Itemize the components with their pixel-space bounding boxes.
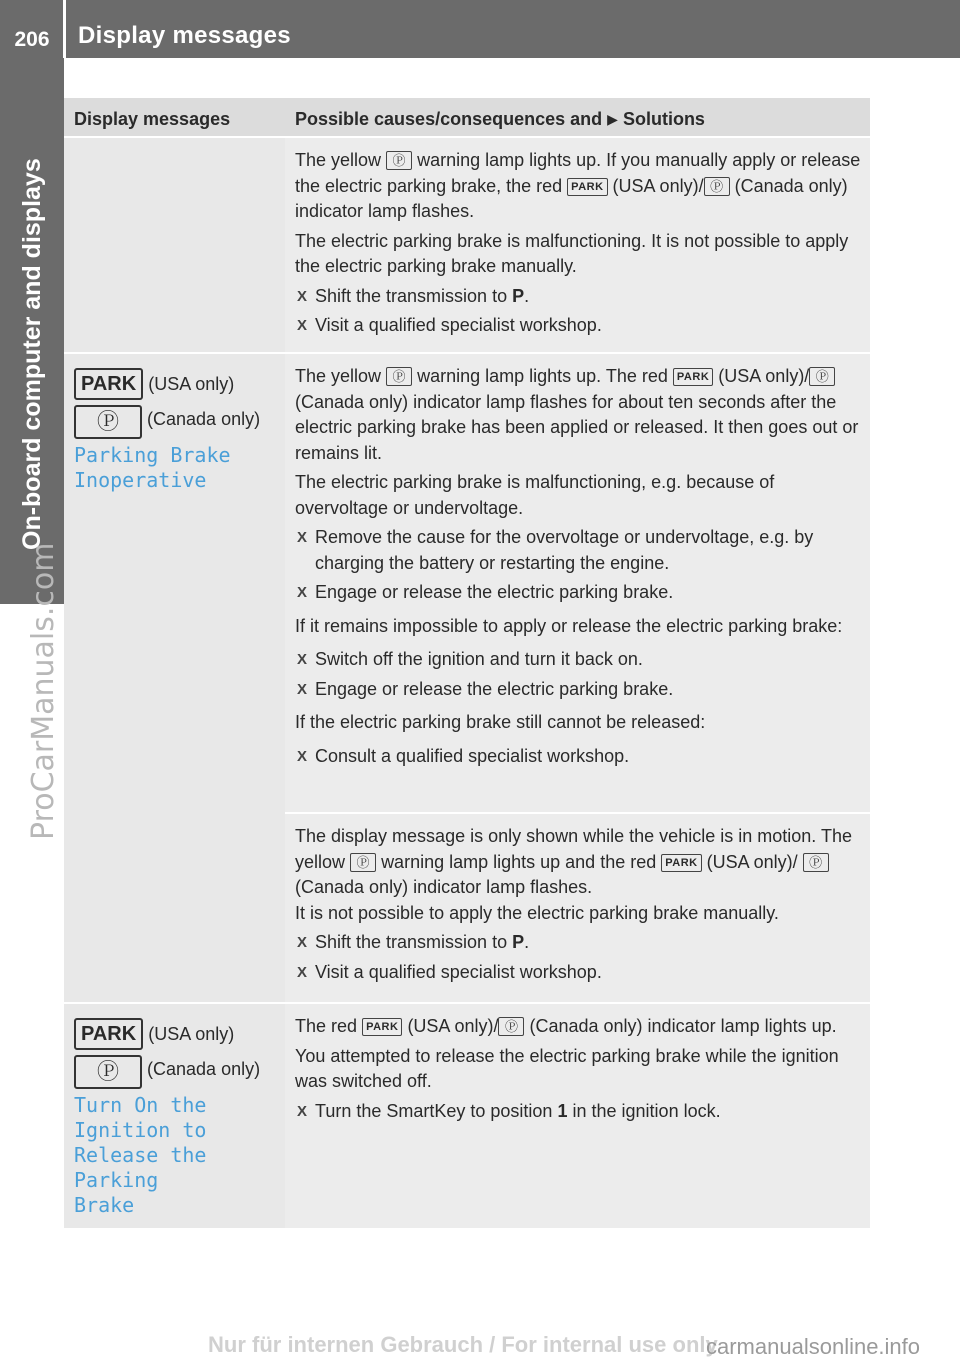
display-message-text: Parking Brake Inoperative bbox=[74, 443, 231, 492]
paragraph: The electric parking brake is malfunctioning. It is not possible to apply the electric parking brake manually. bbox=[295, 230, 849, 276]
paragraph: The red PARK (USA only)/ Ⓟ (Canada only) indicator lamp lights up. bbox=[295, 1016, 837, 1036]
park-lamp-icon: PARK bbox=[362, 1018, 402, 1036]
column-header-messages: Display messages bbox=[74, 109, 231, 129]
causes-header-text: Possible causes/consequences and bbox=[295, 109, 603, 129]
paragraph: The electric parking brake is malfunctioning, e.g. because of overvoltage or undervoltage. bbox=[295, 472, 775, 518]
table-row-group bbox=[64, 354, 870, 1004]
solution-column bbox=[285, 354, 870, 1002]
section-label: On-board computer and displays bbox=[18, 158, 46, 550]
parking-brake-display-icon: Ⓟ bbox=[74, 1055, 142, 1089]
park-lamp-icon: PARK bbox=[673, 368, 713, 386]
parking-brake-display-icon: Ⓟ bbox=[74, 405, 142, 439]
parking-brake-p-icon: Ⓟ bbox=[803, 853, 829, 872]
parking-brake-p-icon: Ⓟ bbox=[386, 367, 412, 386]
solution-cell bbox=[285, 138, 870, 352]
park-display-icon: PARK bbox=[74, 368, 143, 400]
display-symbol-line: Ⓟ (Canada only) bbox=[74, 1054, 279, 1089]
table-header bbox=[64, 98, 870, 138]
park-lamp-icon: PARK bbox=[661, 854, 701, 872]
paragraph: The yellow Ⓟ warning lamp lights up. The red PARK (USA only)/ Ⓟ (Canada only) indicator lamp flashes for about ten seconds after the electric parking brake has been applied or released. It then goes out or remains lit. bbox=[295, 366, 859, 463]
solution-cell bbox=[285, 354, 870, 814]
step-item: X Shift the transmission to P. bbox=[295, 930, 862, 956]
paragraph: If the electric parking brake still cannot be released: bbox=[295, 712, 706, 732]
page-header bbox=[0, 0, 960, 58]
parking-brake-p-icon: Ⓟ bbox=[498, 1017, 524, 1036]
table-row bbox=[64, 1004, 870, 1230]
step-item: X Turn the SmartKey to position 1 in the ignition lock. bbox=[295, 1099, 862, 1125]
park-lamp-icon: PARK bbox=[567, 178, 607, 196]
message-cell bbox=[64, 1004, 285, 1228]
step-item: X Visit a qualified specialist workshop. bbox=[295, 960, 862, 986]
solution-cell bbox=[285, 814, 870, 1002]
paragraph: The yellow Ⓟ warning lamp lights up. If you manually apply or release the electric parking brake, the red PARK (USA only)/ Ⓟ (Canada only) indicator lamp flashes. bbox=[295, 150, 861, 221]
step-item: X Engage or release the electric parking brake. bbox=[295, 677, 862, 703]
side-watermark: ProCarManuals.com bbox=[26, 542, 61, 840]
paragraph: The display message is only shown while the vehicle is in motion. The yellow Ⓟ warning lamp lights up and the red PARK (USA only)/ Ⓟ (Canada only) indicator lamp flashes. bbox=[295, 826, 852, 897]
parking-brake-p-icon: Ⓟ bbox=[386, 151, 412, 170]
display-symbol-line: PARK (USA only) bbox=[74, 368, 279, 400]
table-row bbox=[64, 138, 870, 354]
park-display-icon: PARK bbox=[74, 1018, 143, 1050]
parking-brake-p-icon: Ⓟ bbox=[809, 367, 835, 386]
internal-use-notice: Nur für internen Gebrauch / For internal use only bbox=[208, 1332, 718, 1357]
solution-cell bbox=[285, 1004, 870, 1228]
header-divider bbox=[63, 0, 66, 58]
display-messages-table bbox=[64, 98, 870, 1230]
site-watermark: carmanualsonline.info bbox=[706, 1334, 921, 1359]
paragraph: It is not possible to apply the electric parking brake manually. bbox=[295, 902, 779, 923]
display-message-text: Turn On the Ignition to Release the Parking Brake bbox=[74, 1093, 207, 1217]
step-item: X Consult a qualified specialist workshop. bbox=[295, 744, 862, 770]
message-cell bbox=[64, 354, 285, 1002]
play-arrow-icon: ▶ bbox=[607, 111, 618, 127]
paragraph: If it remains impossible to apply or release the electric parking brake: bbox=[295, 615, 843, 636]
step-item: X Remove the cause for the overvoltage or undervoltage, e.g. by charging the battery or restarting the engine. bbox=[295, 525, 862, 576]
solutions-header-text: Solutions bbox=[622, 109, 705, 129]
message-cell bbox=[64, 138, 285, 352]
display-symbol-line: Ⓟ (Canada only) bbox=[74, 404, 279, 439]
parking-brake-p-icon: Ⓟ bbox=[350, 853, 376, 872]
page-title: Display messages bbox=[78, 22, 291, 49]
page-number: 206 bbox=[14, 28, 50, 51]
display-symbol-line: PARK (USA only) bbox=[74, 1018, 279, 1050]
step-item: X Shift the transmission to P. bbox=[295, 284, 862, 310]
step-item: X Switch off the ignition and turn it back on. bbox=[295, 647, 862, 673]
paragraph: You attempted to release the electric parking brake while the ignition was switched off. bbox=[295, 1045, 839, 1091]
parking-brake-p-icon: Ⓟ bbox=[704, 177, 730, 196]
step-item: X Visit a qualified specialist workshop. bbox=[295, 313, 862, 339]
column-header-causes bbox=[285, 98, 870, 136]
step-item: X Engage or release the electric parking brake. bbox=[295, 580, 862, 606]
